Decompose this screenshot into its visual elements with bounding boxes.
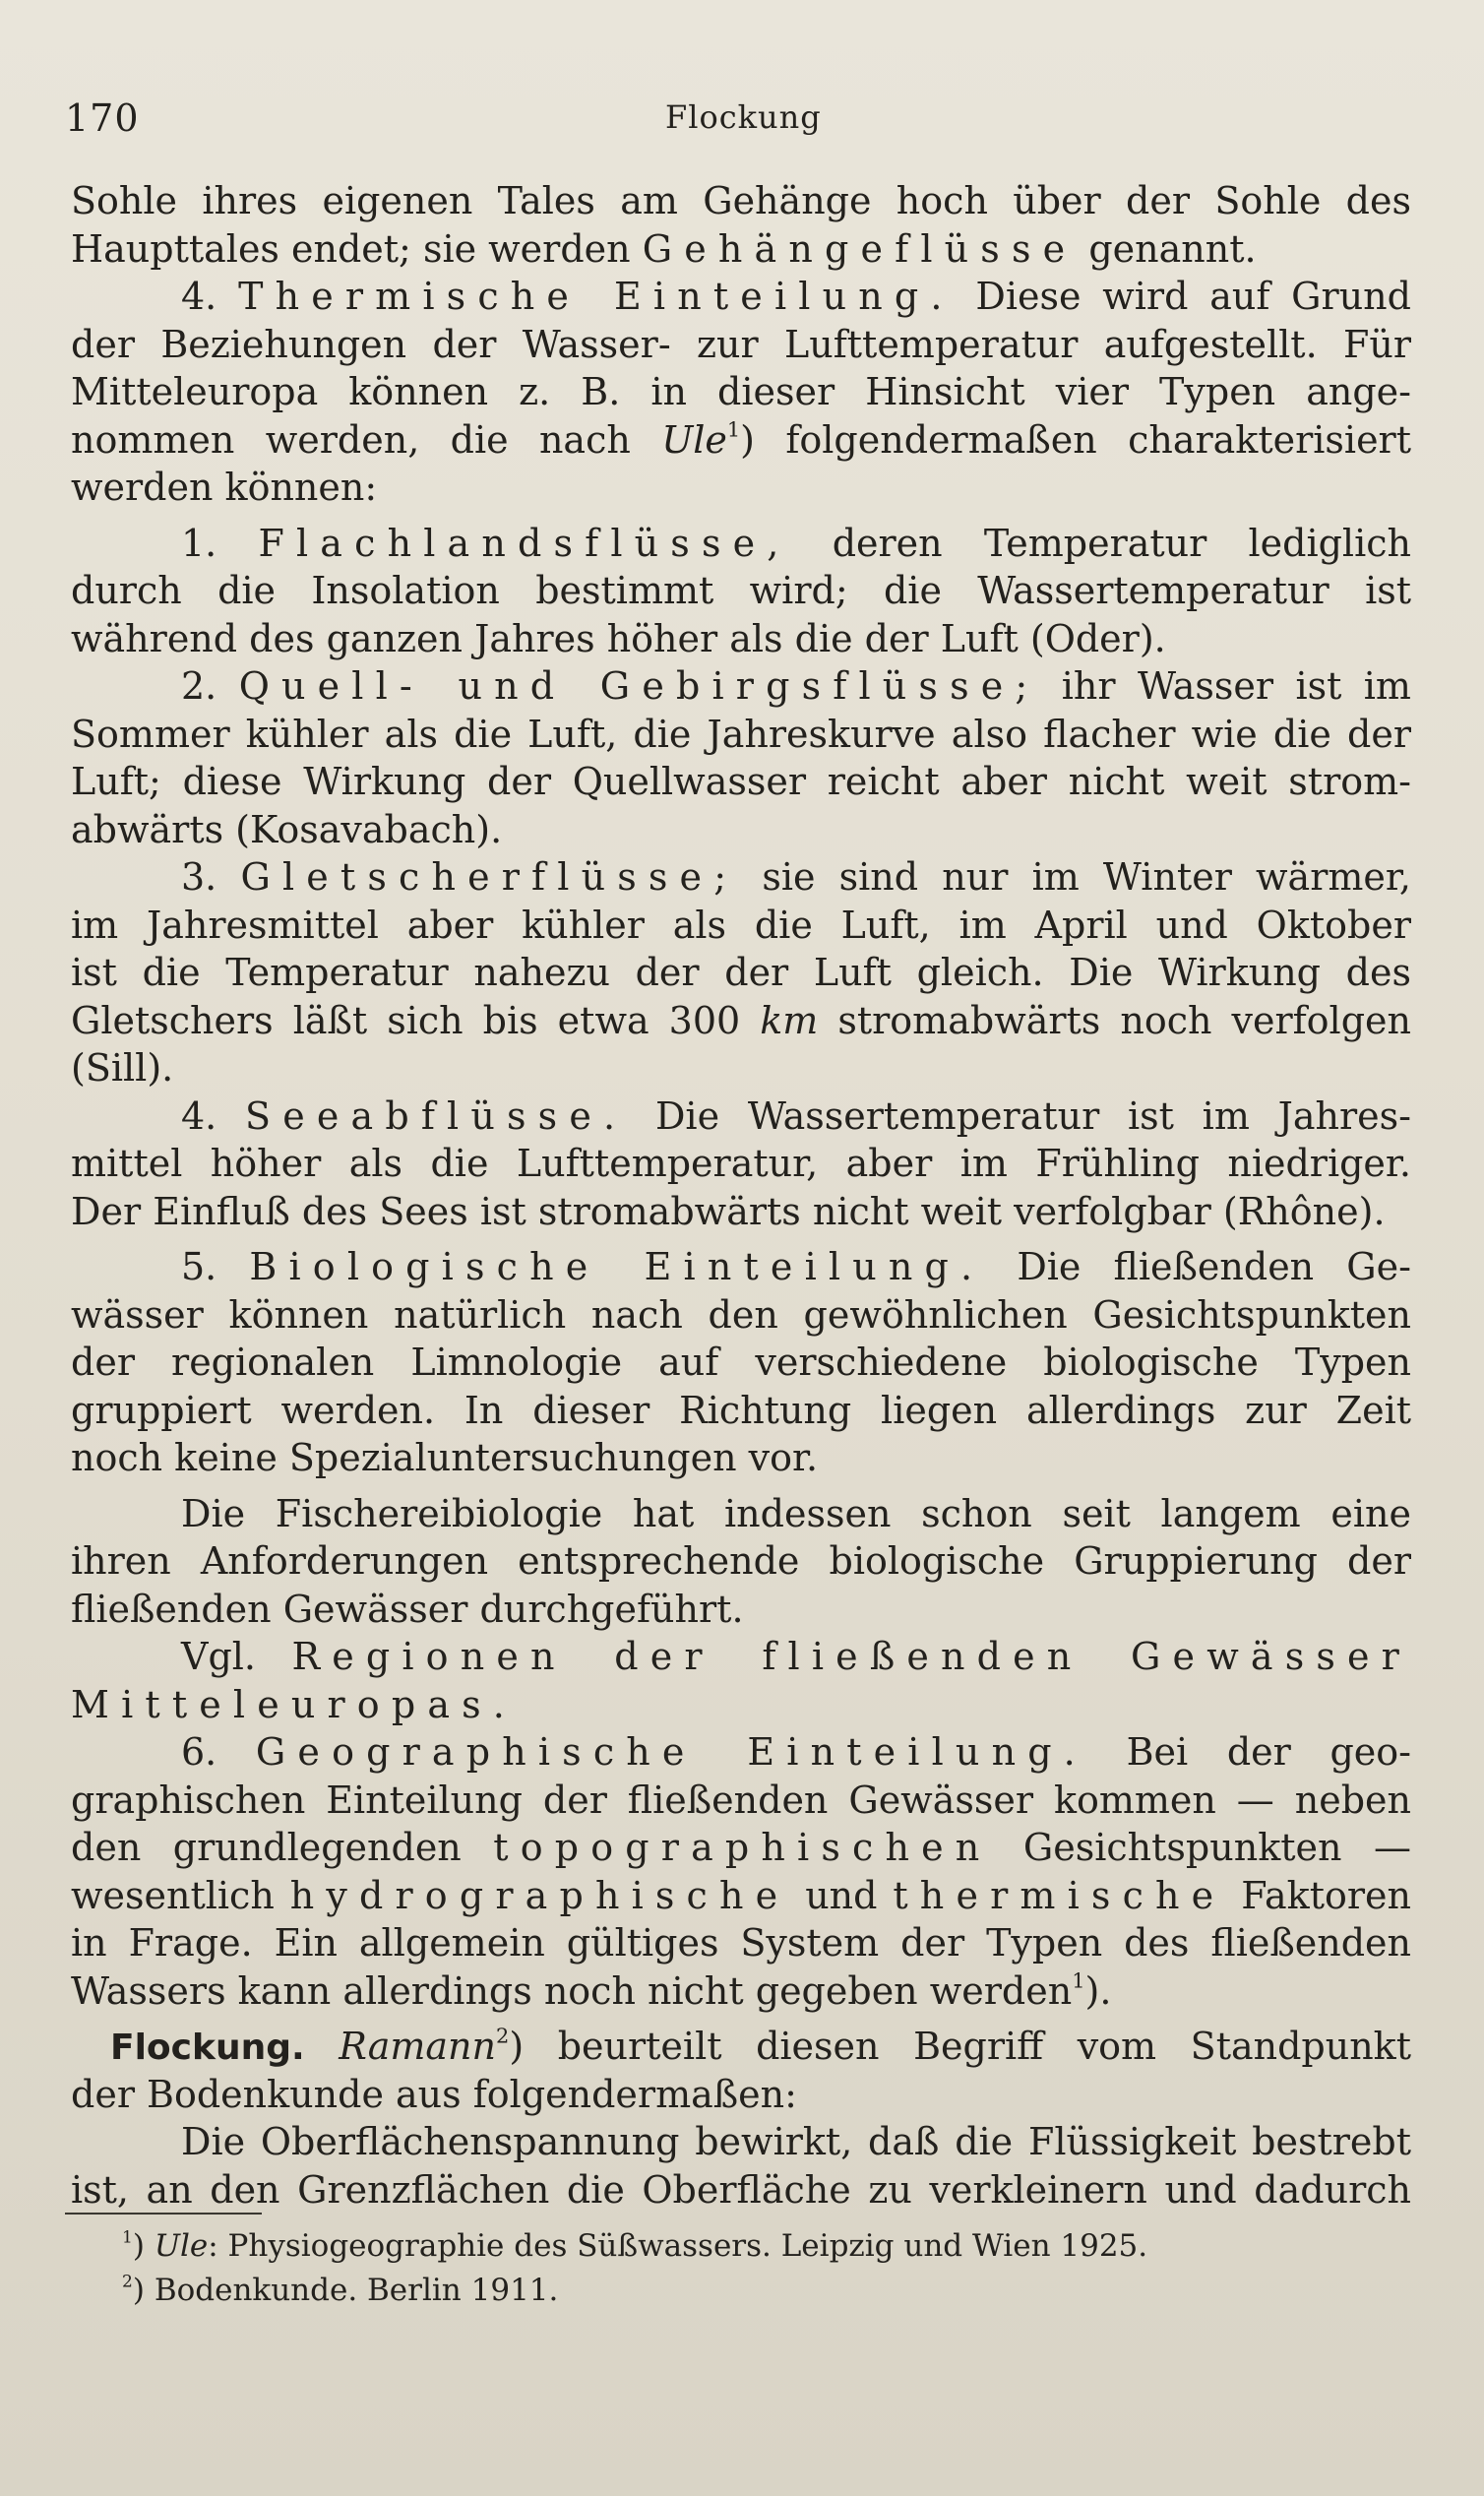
footnote-rule [65,2213,262,2215]
text-line: Der Einfluß des Sees ist stromabwärts nicht weit verfolgbar (Rhône). [71,1189,1386,1233]
text-line: gruppiert werden. In dieser Richtung liegen allerdings zur Zeit [71,1388,1411,1432]
text-line: 1. Flachlandsflüsse, deren Temperatur lediglich [181,521,1411,565]
type-heading: Quell- und Gebirgsflüsse; [238,664,1040,708]
text-line: graphischen Einteilung der fließenden Gewässer kommen — neben [71,1778,1411,1822]
page-number: 170 [65,96,140,140]
text-line: den grundlegenden topographischen Gesichtspunkten — [71,1826,1411,1869]
footnote-1: $^1$) Ule: Physiogeographie des Süßwassers. Leipzig und Wien 1925. [122,2227,1148,2264]
running-head: Flockung [665,98,822,136]
text-line: nommen werden, die nach Ule$^1$) folgendermaßen charakterisiert [71,416,1411,462]
text-line: Wassers kann allerdings noch nicht gegeben werden$^1$). [71,1967,1112,2013]
page-header [65,96,1423,146]
text-line: Gletschers läßt sich bis etwa 300 km stromabwärts noch verfolgen [71,998,1411,1042]
text-line: abwärts (Kosavabach). [71,807,503,851]
cross-reference: Regionen der fließenden Gewässer [291,1635,1411,1678]
text-line: 2. Quell- und Gebirgsflüsse; ihr Wasser ist im [181,664,1411,708]
cross-reference: Mitteleuropas. [71,1682,518,1726]
section-heading: Biologische Einteilung. [249,1245,985,1288]
text-line: in Frage. Ein allgemein gültiges System der Typen des fließenden [71,1921,1411,1965]
text-line: mittel höher als die Lufttemperatur, aber im Frühling niedriger. [71,1142,1411,1185]
text-line: Flockung. Ramann$^2$) beurteilt diesen Begriff vom Standpunkt [110,2024,1411,2068]
text-line: wässer können natürlich nach den gewöhnlichen Gesichtspunkten [71,1292,1411,1337]
text-line: ihren Anforderungen entsprechende biologische Gruppierung der [71,1539,1411,1583]
text-line: Haupttales endet; sie werden Gehängeflüsse genannt. [71,226,1257,271]
text-line: 3. Gletscherflüsse; sie sind nur im Winter wärmer, [181,855,1411,899]
text-line: noch keine Spezialuntersuchungen vor. [71,1436,819,1479]
section-heading: Geographische Einteilung. [255,1730,1087,1774]
text-line: Die Fischereibiologie hat indessen schon seit langem eine [181,1491,1411,1535]
text-line: im Jahresmittel aber kühler als die Luft, im April und Oktober [71,903,1411,947]
body-text [71,177,1411,2214]
type-heading: Flachlandsflüsse, [258,521,791,565]
text-line: ist, an den Grenzflächen die Oberfläche zu verkleinern und dadurch [71,2167,1411,2212]
text-line: (Sill). [71,1046,174,1090]
text-line: wesentlich hydrographische und thermische Faktoren [71,1873,1411,1917]
text-line: Mitteleuropa können z. B. in dieser Hinsicht vier Typen ange- [71,370,1411,413]
type-heading: Gletscherflüsse; [240,855,739,899]
entry-headword: Flockung. [110,2028,305,2068]
text-line: Sommer kühler als die Luft, die Jahreskurve also flacher wie die der [71,712,1411,756]
text-line: 6. Geographische Einteilung. Bei der geo- [181,1730,1411,1774]
text-line: fließenden Gewässer durchgeführt. [71,1587,744,1631]
text-line: werden können: [71,466,378,509]
text-line: der regionalen Limnologie auf verschiedene biologische Typen [71,1341,1411,1384]
footnotes [122,2224,1342,2313]
type-heading: Seeabflüsse. [245,1093,628,1138]
text-line: der Bodenkunde aus folgendermaßen: [71,2072,797,2116]
text-line: 4. Thermische Einteilung. Diese wird auf Grund [181,275,1411,318]
text-line: 5. Biologische Einteilung. Die fließenden Ge- [181,1245,1411,1288]
text-line: 4. Seeabflüsse. Die Wassertemperatur ist im Jahres- [181,1093,1411,1138]
text-line: Die Oberflächenspannung bewirkt, daß die Flüssigkeit bestrebt [181,2120,1411,2163]
text-line: Luft; diese Wirkung der Quellwasser reicht aber nicht weit strom- [71,760,1411,803]
text-line: Vgl. Regionen der fließenden Gewässer [181,1635,1411,1678]
text-line [71,1681,1411,1729]
text-line: durch die Insolation bestimmt wird; die Wassertemperatur ist [71,569,1411,612]
text-line: der Beziehungen der Wasser- zur Lufttemperatur aufgestellt. Für [71,322,1411,366]
text-line: Sohle ihres eigenen Tales am Gehänge hoch über der Sohle des [71,179,1411,222]
text-line: ist die Temperatur nahezu der der Luft gleich. Die Wirkung des [71,951,1411,994]
footnote-2: $^2$) Bodenkunde. Berlin 1911. [122,2272,559,2308]
section-heading: Thermische Einteilung. [238,275,955,318]
text-line: während des ganzen Jahres höher als die der Luft (Oder). [71,616,1166,660]
